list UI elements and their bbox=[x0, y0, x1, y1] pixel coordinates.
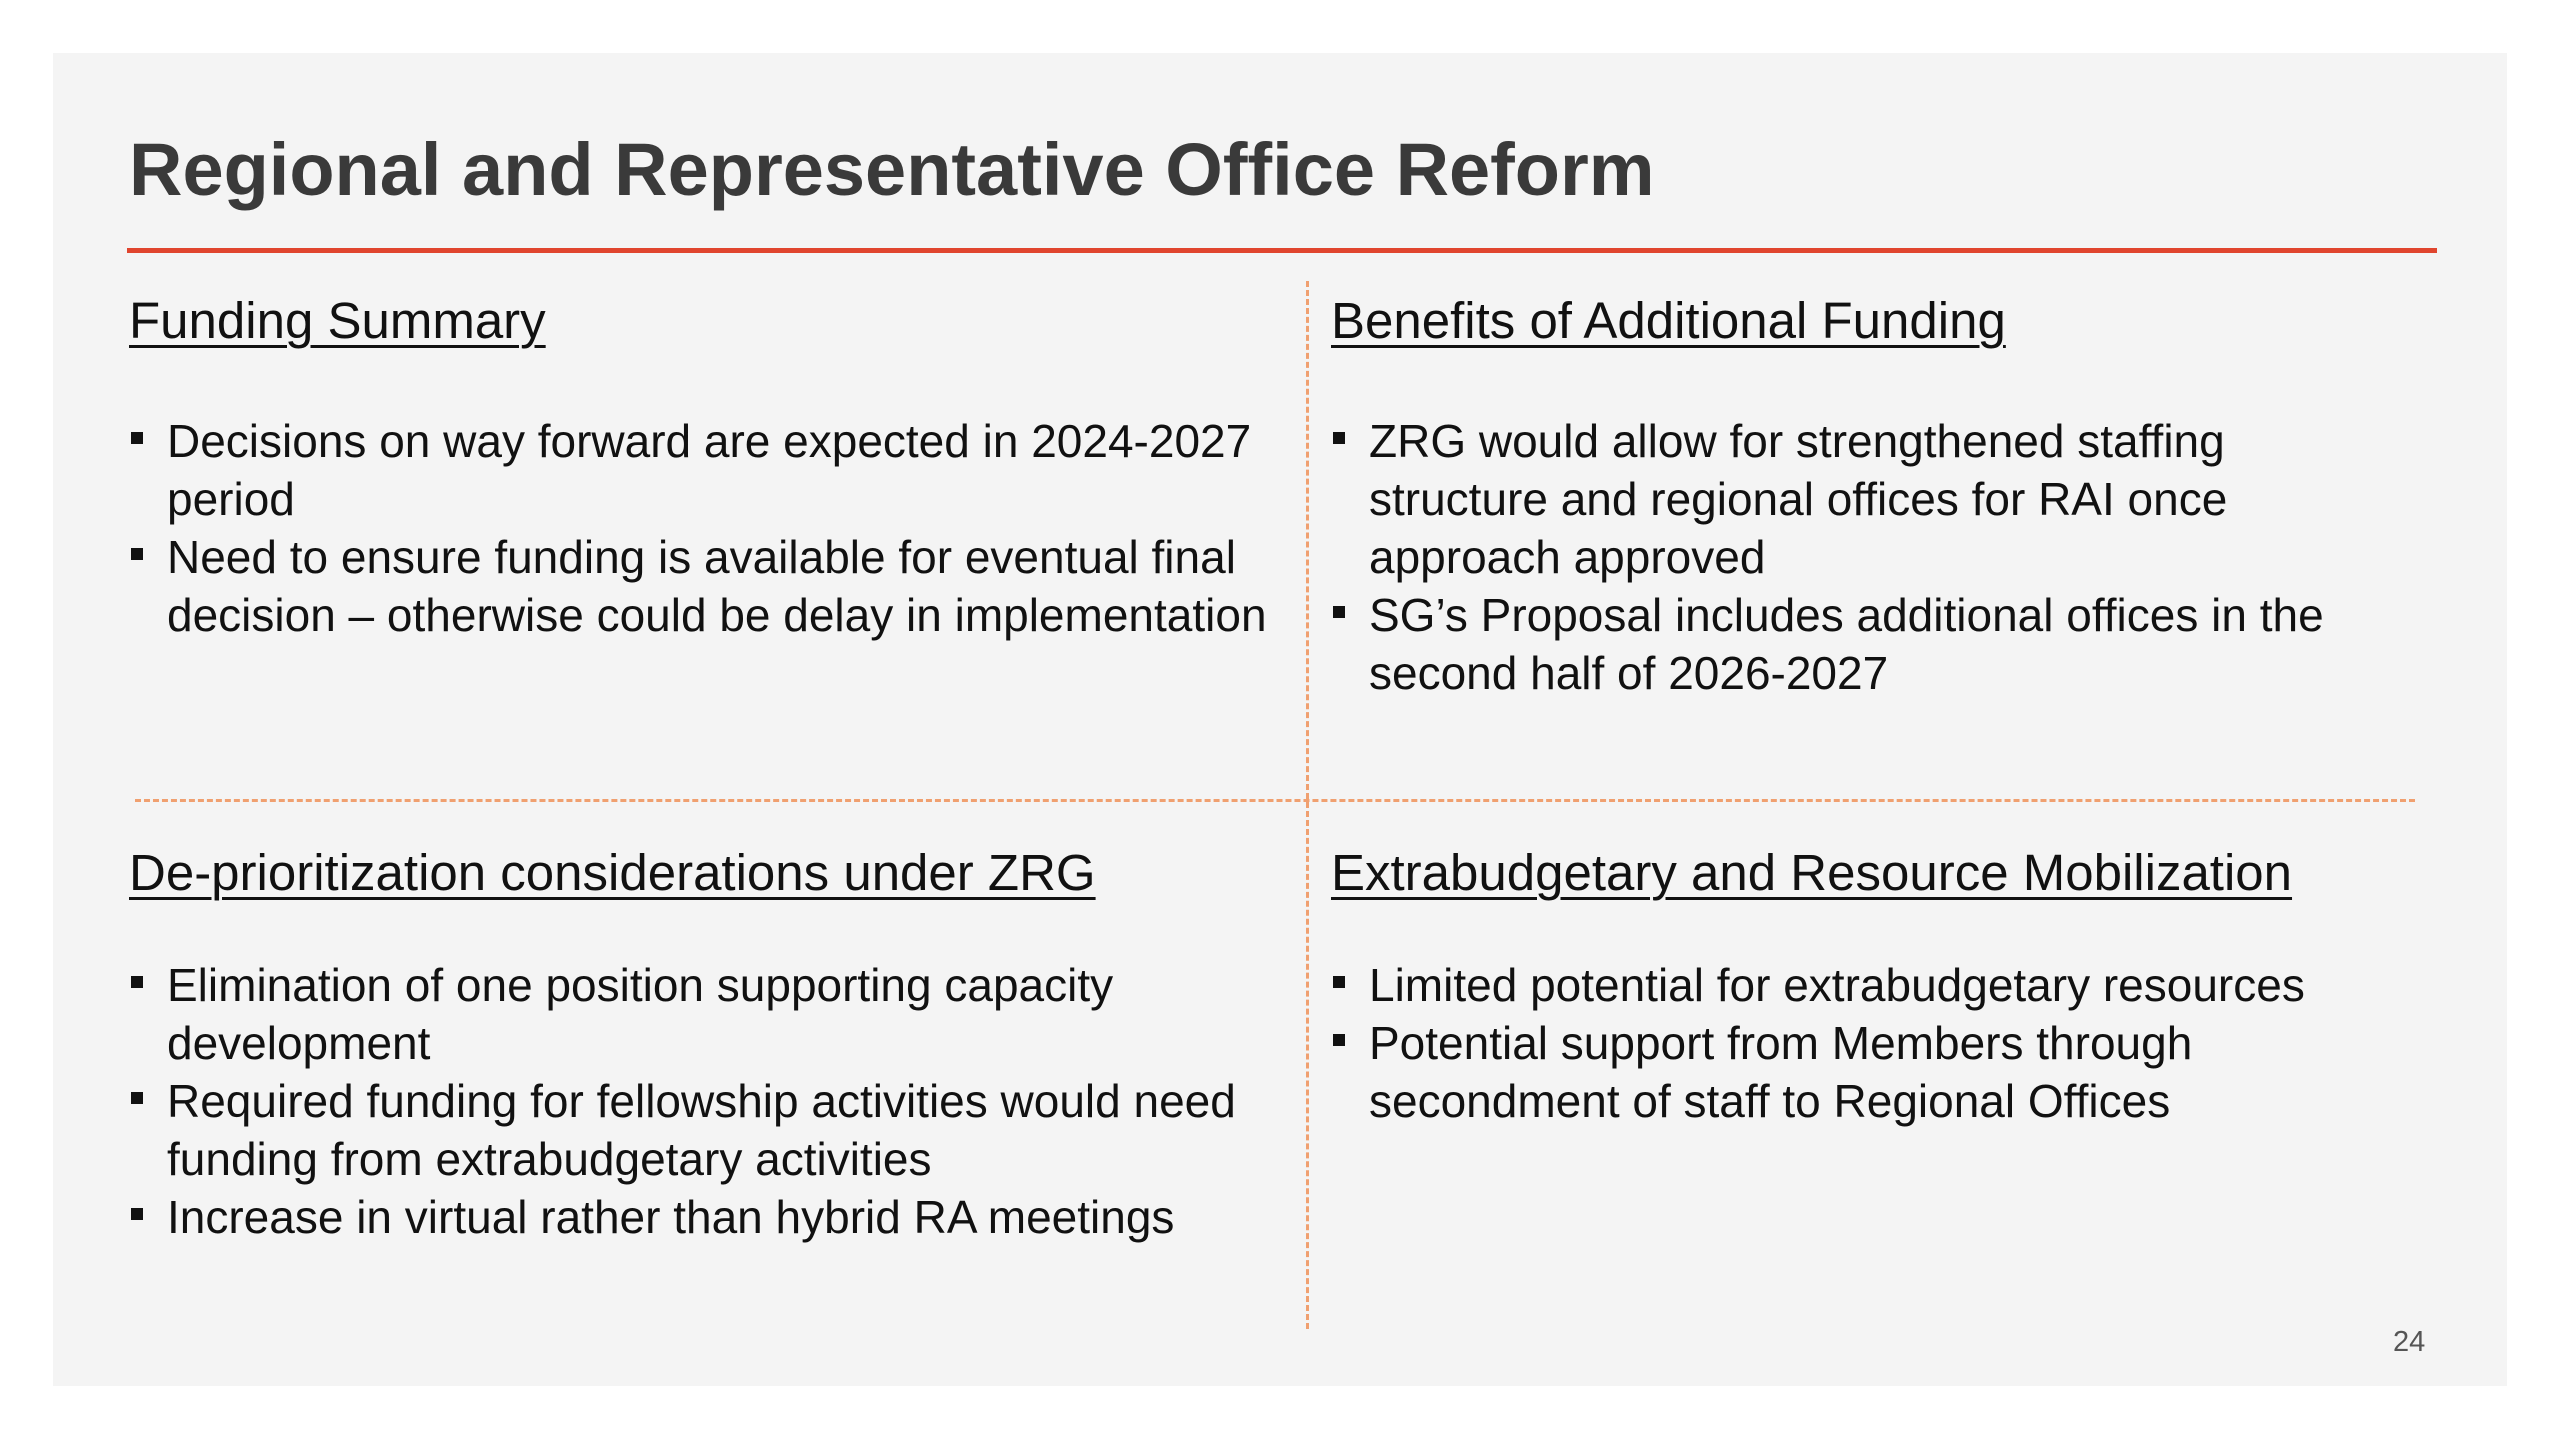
bullet-list bbox=[129, 956, 1289, 1246]
section-heading: De-prioritization considerations under ZRG bbox=[129, 844, 1096, 901]
square-bullet-icon bbox=[131, 1208, 143, 1220]
bullet-text: Required funding for fellowship activities would need funding from extrabudgetary activities bbox=[167, 1075, 1236, 1185]
list-item bbox=[129, 1072, 1289, 1188]
bullet-text: Decisions on way forward are expected in 2024-2027 period bbox=[167, 415, 1252, 525]
bullet-text: Elimination of one position supporting capacity development bbox=[167, 959, 1114, 1069]
bullet-list bbox=[1331, 956, 2451, 1130]
quadrant-de-prioritization-considerations bbox=[129, 843, 1289, 1246]
list-item bbox=[129, 528, 1289, 644]
list-item bbox=[1331, 956, 2451, 1014]
square-bullet-icon bbox=[131, 548, 143, 560]
title-underline-rule bbox=[127, 248, 2437, 253]
horizontal-divider bbox=[135, 799, 2415, 802]
list-item bbox=[1331, 412, 2411, 586]
bullet-text: ZRG would allow for strengthened staffing structure and regional offices for RAI once approach approved bbox=[1369, 415, 2228, 583]
square-bullet-icon bbox=[1333, 976, 1345, 988]
quadrant-funding-summary bbox=[129, 291, 1289, 644]
square-bullet-icon bbox=[1333, 1034, 1345, 1046]
bullet-list bbox=[1331, 412, 2411, 702]
square-bullet-icon bbox=[1333, 432, 1345, 444]
list-item bbox=[129, 1188, 1289, 1246]
vertical-divider bbox=[1306, 281, 1309, 1329]
square-bullet-icon bbox=[131, 976, 143, 988]
list-item bbox=[129, 956, 1289, 1072]
quadrant-extrabudgetary-resource-mobilization bbox=[1331, 843, 2451, 1130]
list-item bbox=[1331, 586, 2411, 702]
bullet-list bbox=[129, 412, 1289, 644]
square-bullet-icon bbox=[131, 432, 143, 444]
section-heading: Benefits of Additional Funding bbox=[1331, 292, 2006, 349]
square-bullet-icon bbox=[131, 1092, 143, 1104]
page-number: 24 bbox=[2393, 1326, 2426, 1358]
bullet-text: Increase in virtual rather than hybrid RA meetings bbox=[167, 1191, 1175, 1243]
list-item bbox=[129, 412, 1289, 528]
slide bbox=[53, 53, 2507, 1386]
slide-title: Regional and Representative Office Reform bbox=[129, 128, 1655, 211]
section-heading: Funding Summary bbox=[129, 292, 546, 349]
bullet-text: SG’s Proposal includes additional offices in the second half of 2026-2027 bbox=[1369, 589, 2324, 699]
section-heading: Extrabudgetary and Resource Mobilization bbox=[1331, 844, 2293, 901]
bullet-text: Need to ensure funding is available for eventual final decision – otherwise could be delay in implementation bbox=[167, 531, 1267, 641]
list-item bbox=[1331, 1014, 2451, 1130]
square-bullet-icon bbox=[1333, 606, 1345, 618]
bullet-text: Potential support from Members through secondment of staff to Regional Offices bbox=[1369, 1017, 2193, 1127]
bullet-text: Limited potential for extrabudgetary resources bbox=[1369, 959, 2305, 1011]
quadrant-benefits-of-additional-funding bbox=[1331, 291, 2411, 702]
